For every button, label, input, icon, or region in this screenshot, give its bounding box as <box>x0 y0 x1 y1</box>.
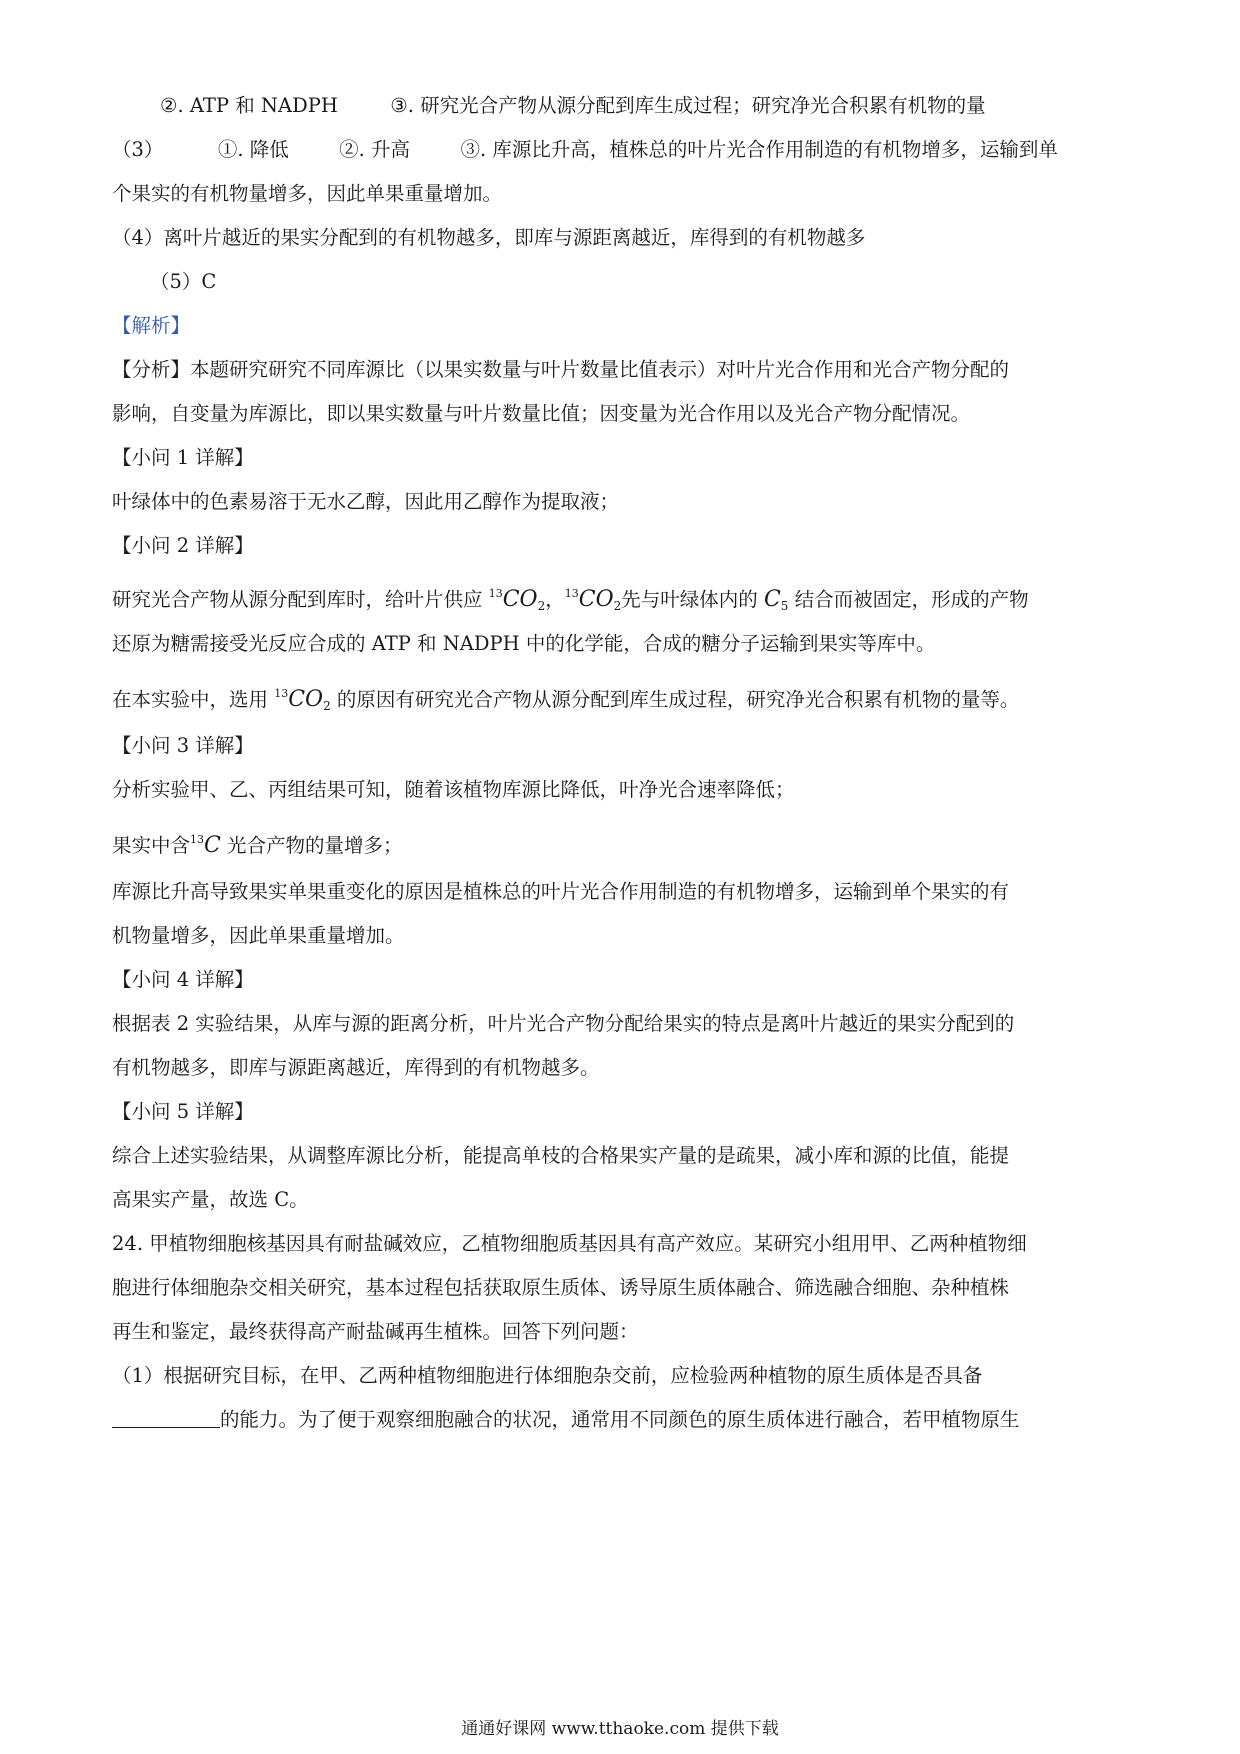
isotope-13-superscript: 13 <box>488 587 503 600</box>
answer-q2-line <box>160 92 986 120</box>
sub5-title: 【小问 5 详解】 <box>112 1100 254 1123</box>
sub2-title: 【小问 2 详解】 <box>112 534 254 557</box>
analysis-intro-line2: 影响，自变量为库源比，即以果实数量与叶片数量比值；因变量为光合作用以及光合产物分配情况。 <box>112 402 971 425</box>
sub2-line1-b: ， <box>545 588 565 611</box>
isotope-13-superscript-4: 13 <box>190 833 205 846</box>
answer-blank[interactable] <box>112 1407 220 1428</box>
sub2-line1-a: 研究光合产物从源分配到库时，给叶片供应 <box>112 588 489 611</box>
sub3-line3: 库源比升高导致果实单果重变化的原因是植株总的叶片光合作用制造的有机物增多，运输到单个果实的有 <box>112 880 1010 903</box>
sub2-line3-a: 在本实验中，选用 <box>112 688 275 711</box>
sub3-line2 <box>112 826 403 860</box>
answer-q2-item3: ③. 研究光合产物从源分配到库生成过程；研究净光合积累有机物的量 <box>390 94 986 117</box>
sub4-line2: 有机物越多，即库与源距离越近，库得到的有机物越多。 <box>112 1056 600 1079</box>
answer-q2-item2: ②. ATP 和 NADPH <box>160 94 338 117</box>
answer-q3-continued: 个果实的有机物量增多，因此单果重量增加。 <box>112 182 503 205</box>
analysis-heading: 【解析】 <box>112 314 191 337</box>
q24-line4: （1）根据研究目标，在甲、乙两种植物细胞进行体细胞杂交前，应检验两种植物的原生质体是否具备 <box>112 1364 983 1387</box>
sub3-line2-b: 光合产物的量增多； <box>220 834 403 857</box>
q24-line3: 再生和鉴定，最终获得高产耐盐碱再生植株。回答下列问题： <box>112 1320 639 1343</box>
q24-line2: 胞进行体细胞杂交相关研究，基本过程包括获取原生质体、诱导原生质体融合、筛选融合细胞、杂种植株 <box>112 1276 1010 1299</box>
isotope-13-superscript-3: 13 <box>274 687 289 700</box>
sub2-line1-c: 先与叶绿体内的 <box>621 588 764 611</box>
sub2-line2: 还原为糖需接受光反应合成的 ATP 和 NADPH 中的化学能，合成的糖分子运输到果实等库中。 <box>112 632 936 655</box>
sub3-line4: 机物量增多，因此单果重量增加。 <box>112 924 405 947</box>
c5-subscript: 5 <box>780 599 789 613</box>
q24-line5-text: 的能力。为了便于观察细胞融合的状况，通常用不同颜色的原生质体进行融合，若甲植物原生 <box>220 1408 1020 1431</box>
sub3-title: 【小问 3 详解】 <box>112 734 254 757</box>
co2-subscript: 2 <box>537 599 546 613</box>
co2-subscript-3: 2 <box>323 699 331 713</box>
q24-line1: 24. 甲植物细胞核基因具有耐盐碱效应，乙植物细胞质基因具有高产效应。某研究小组用甲、乙两种植物细 <box>112 1232 1027 1255</box>
answer-q3-item1: ①. 降低 <box>217 138 289 161</box>
sub5-line2: 高果实产量，故选 C。 <box>112 1188 309 1211</box>
sub2-line1-d: 结合而被固定，形成的产物 <box>788 588 1029 611</box>
answer-q3-line <box>112 136 1058 164</box>
q24-line5 <box>112 1406 1020 1434</box>
sub3-line1: 分析实验甲、乙、丙组结果可知，随着该植物库源比降低，叶净光合速率降低； <box>112 778 795 801</box>
sub3-line2-a: 果实中含 <box>112 834 191 857</box>
answer-q4: （4）离叶片越近的果实分配到的有机物越多，即库与源距离越近，库得到的有机物越多 <box>112 226 866 249</box>
isotope-13-superscript-2: 13 <box>564 587 579 600</box>
sub2-line1 <box>112 580 1029 620</box>
co2-formula-3: CO <box>288 687 324 712</box>
analysis-intro-line1: 【分析】本题研究研究不同库源比（以果实数量与叶片数量比值表示）对叶片光合作用和光合产物分配的 <box>112 358 1010 381</box>
co2-formula: CO <box>502 587 538 612</box>
sub5-line1: 综合上述实验结果，从调整库源比分析，能提高单枝的合格果实产量的是疏果，减小库和源的比值，能提 <box>112 1144 1010 1167</box>
sub4-title: 【小问 4 详解】 <box>112 968 254 991</box>
sub4-line1: 根据表 2 实验结果，从库与源的距离分析，叶片光合产物分配给果实的特点是离叶片越近的果实分配到的 <box>112 1012 1015 1035</box>
answer-q3-item3: ③. 库源比升高，植株总的叶片光合作用制造的有机物增多，运输到单 <box>460 138 1058 161</box>
sub2-line3 <box>112 680 1019 720</box>
carbon-symbol: C <box>204 833 221 858</box>
co2-formula-2: CO <box>578 587 614 612</box>
sub2-line3-b: 的原因有研究光合产物从源分配到库生成过程，研究净光合积累有机物的量等。 <box>330 688 1020 711</box>
co2-subscript-2: 2 <box>613 599 622 613</box>
sub1-text: 叶绿体中的色素易溶于无水乙醇，因此用乙醇作为提取液； <box>112 490 620 513</box>
answer-q3-num: （3） <box>112 138 164 161</box>
c5-formula: C <box>763 587 781 612</box>
answer-q5: （5）C <box>150 270 217 293</box>
answer-q3-item2: ②. 升高 <box>339 138 411 161</box>
footer-download-note: 通通好课网 www.tthaoke.com 提供下载 <box>461 1719 779 1739</box>
sub1-title: 【小问 1 详解】 <box>112 446 254 469</box>
